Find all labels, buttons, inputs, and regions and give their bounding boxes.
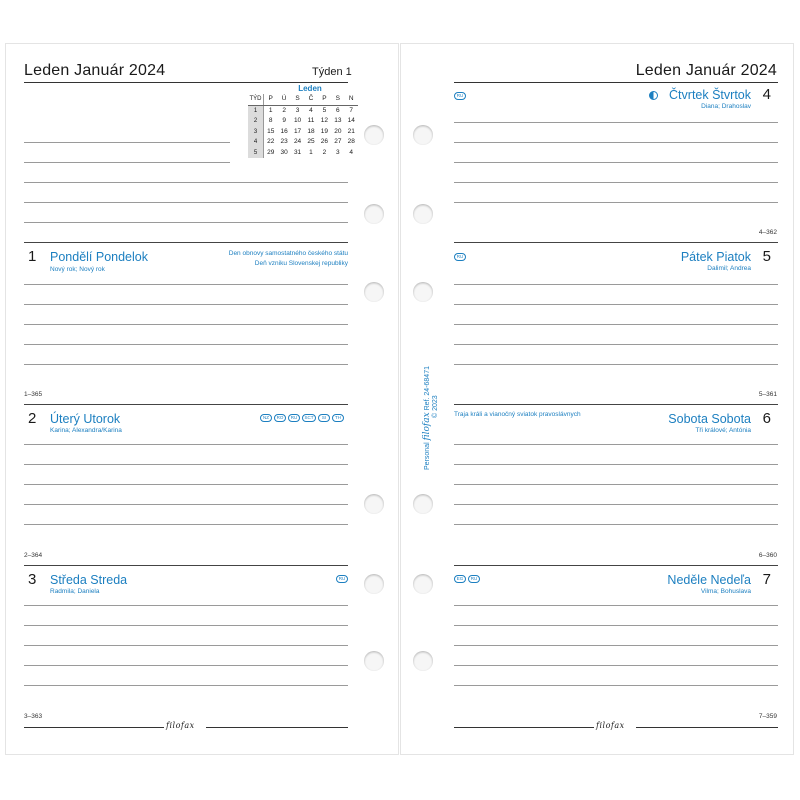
notes-line (24, 162, 230, 163)
mini-calendar-date: 14 (347, 117, 355, 124)
country-badge: RU (468, 575, 480, 583)
spine-brand: filofax (422, 412, 432, 441)
writing-line (24, 685, 348, 686)
mini-calendar-week-number: 5 (248, 148, 264, 159)
mini-calendar-date: 18 (307, 127, 315, 135)
country-badges (454, 92, 466, 100)
mini-calendar-day-header: P (268, 95, 273, 102)
day-of-year-counter: 4–362 (758, 229, 777, 236)
mini-calendar-date: 31 (293, 148, 302, 156)
title-rule (454, 82, 778, 83)
mini-calendar-week-number: 1 (248, 106, 264, 117)
mini-calendar-date: 25 (307, 138, 315, 145)
writing-line (454, 364, 778, 365)
mini-calendar-week-number: 2 (248, 116, 264, 127)
day-name: Pátek Piatok (680, 250, 751, 264)
mini-calendar-date: 2 (282, 106, 286, 114)
mini-calendar-day-header: Ú (281, 95, 287, 102)
mini-calendar-date: 28 (347, 138, 355, 145)
writing-line (454, 304, 778, 305)
country-badges (260, 414, 344, 422)
first-quarter-moon-icon (649, 91, 658, 100)
day-name: Pondělí Pondelok (50, 250, 148, 264)
writing-line (454, 202, 778, 203)
writing-line (24, 324, 348, 325)
day-separator (454, 242, 778, 243)
spine-copyright-line (432, 395, 439, 418)
writing-line (24, 464, 348, 465)
writing-line (24, 524, 348, 525)
notes-line (24, 222, 348, 223)
day-separator (454, 565, 778, 566)
filofax-logo: filofax (596, 721, 625, 730)
writing-line (454, 444, 778, 445)
mini-calendar-date: 12 (320, 117, 329, 124)
holiday-sk: Traja králi a vianočný sviatok pravoslávnych (454, 411, 581, 418)
country-badge: SCT (302, 414, 316, 422)
writing-line (24, 364, 348, 365)
writing-line (454, 645, 778, 646)
mini-calendar-date: 6 (336, 106, 340, 114)
name-day: Radmila; Daniela (50, 588, 100, 595)
binder-hole (364, 282, 384, 302)
mini-calendar-date: 15 (267, 127, 275, 135)
mini-calendar-day-header: Č (308, 95, 314, 102)
mini-calendar-date: 9 (282, 117, 286, 124)
country-badges (454, 253, 466, 261)
left-diary-page (6, 44, 398, 754)
mini-calendar-date: 16 (280, 127, 288, 135)
mini-calendar-date: 3 (336, 148, 340, 156)
day-of-year-counter: 5–361 (758, 391, 777, 398)
writing-line (24, 484, 348, 485)
day-name: Čtvrtek Štvrtok (669, 88, 751, 102)
name-day: Nový rok; Nový rok (50, 266, 105, 273)
filofax-logo: filofax (166, 721, 195, 730)
writing-line (454, 685, 778, 686)
day-of-year-counter: 7–359 (758, 713, 777, 720)
mini-calendar-date: 1 (309, 148, 313, 156)
mini-calendar-date: 22 (267, 138, 275, 145)
country-badges (336, 575, 348, 583)
day-number: 1 (28, 248, 37, 265)
country-badge: RU (336, 575, 348, 583)
writing-line (454, 504, 778, 505)
day-name: Neděle Nedeľa (667, 573, 751, 587)
binder-hole (413, 204, 433, 224)
mini-calendar-week-header: TÝD (248, 94, 264, 105)
mini-calendar-date: 8 (268, 117, 273, 124)
writing-line (24, 444, 348, 445)
mini-calendar-date: 10 (293, 117, 302, 124)
footer-rule (24, 727, 164, 728)
mini-calendar-date: 2 (322, 148, 327, 156)
mini-calendar-date: 11 (307, 117, 315, 124)
mini-calendar-date: 21 (347, 127, 355, 135)
country-badge: RU (288, 414, 300, 422)
notes-line (24, 142, 230, 143)
day-of-year-counter: 3–363 (24, 713, 43, 720)
writing-line (454, 484, 778, 485)
writing-line (24, 605, 348, 606)
mini-calendar-date: 20 (334, 127, 342, 135)
spine-copyright: © 2023 (432, 395, 439, 418)
binder-hole (413, 574, 433, 594)
country-badge: RO (274, 414, 286, 422)
mini-calendar-week-row (248, 127, 358, 138)
writing-line (454, 182, 778, 183)
mini-calendar-date: 13 (334, 117, 342, 124)
mini-calendar (248, 83, 358, 158)
footer-rule (206, 727, 348, 728)
day-number: 2 (28, 410, 37, 427)
day-number: 7 (762, 571, 771, 588)
notes-line (24, 182, 348, 183)
writing-line (454, 625, 778, 626)
mini-calendar-month: Leden (298, 84, 322, 93)
day-name: Středa Streda (50, 573, 128, 587)
holiday-cz: Den obnovy samostatného českého státu (228, 250, 348, 257)
mini-calendar-date: 24 (293, 138, 302, 145)
mini-calendar-date: 5 (322, 106, 327, 114)
mini-calendar-week-number: 4 (248, 137, 264, 148)
mini-calendar-day-header: S (295, 95, 300, 102)
country-badge: RU (454, 92, 466, 100)
mini-calendar-date: 4 (309, 106, 313, 114)
mini-calendar-date: 23 (280, 138, 288, 145)
binder-hole (413, 651, 433, 671)
writing-line (24, 284, 348, 285)
day-separator (454, 404, 778, 405)
mini-calendar-date: 30 (280, 148, 288, 156)
name-day: Diana; Drahoslav (701, 103, 751, 110)
mini-calendar-week-row (248, 148, 358, 159)
mini-calendar-date: 19 (320, 127, 329, 135)
holiday-sk: Deň vzniku Slovenskej republiky (254, 260, 348, 267)
writing-line (454, 324, 778, 325)
spine-ref: Ref. 24-68471 (424, 366, 431, 411)
name-day: Dalimil; Andrea (707, 265, 751, 272)
country-badge: TH (332, 414, 344, 422)
left-page-title: Leden Január 2024 (24, 62, 166, 79)
mini-calendar-header-row (248, 94, 358, 106)
binder-hole (364, 204, 384, 224)
writing-line (24, 504, 348, 505)
spine-format: Personal (424, 442, 431, 470)
binder-hole (364, 651, 384, 671)
day-number: 3 (28, 571, 37, 588)
notes-line (24, 202, 348, 203)
mini-calendar-week-row (248, 106, 358, 117)
mini-calendar-date: 7 (349, 106, 354, 114)
mini-calendar-date: 17 (293, 127, 302, 135)
writing-line (24, 625, 348, 626)
footer-rule (454, 727, 594, 728)
writing-line (454, 122, 778, 123)
day-separator (24, 565, 348, 566)
binder-hole (364, 125, 384, 145)
day-number: 6 (762, 410, 771, 427)
name-day: Tři králové; Antónia (695, 427, 751, 434)
mini-calendar-week-number: 3 (248, 127, 264, 138)
spine-imprint (422, 366, 432, 470)
country-badges (454, 575, 480, 583)
day-separator (24, 242, 348, 243)
mini-calendar-date: 4 (349, 148, 354, 156)
day-separator (24, 404, 348, 405)
binder-hole (413, 282, 433, 302)
writing-line (24, 645, 348, 646)
country-badge: SI (318, 414, 330, 422)
writing-line (454, 162, 778, 163)
writing-line (454, 142, 778, 143)
writing-line (24, 304, 348, 305)
writing-line (24, 665, 348, 666)
country-badge: RU (454, 253, 466, 261)
week-number-label: Týden 1 (312, 66, 352, 78)
mini-calendar-date: 3 (295, 106, 300, 114)
day-number: 5 (762, 248, 771, 265)
mini-calendar-date: 26 (320, 138, 329, 145)
binder-hole (364, 574, 384, 594)
day-of-year-counter: 1–365 (24, 391, 43, 398)
right-diary-page (401, 44, 793, 754)
writing-line (454, 344, 778, 345)
binder-hole (364, 494, 384, 514)
writing-line (24, 344, 348, 345)
mini-calendar-day-header: N (348, 95, 354, 102)
name-day: Karina; Alexandra/Karina (50, 427, 122, 434)
day-number: 4 (762, 86, 771, 103)
writing-line (454, 665, 778, 666)
mini-calendar-week-row (248, 116, 358, 127)
name-day: Vilma; Bohuslava (700, 588, 751, 595)
mini-calendar-day-header: P (322, 95, 327, 102)
mini-calendar-date: 29 (267, 148, 275, 156)
footer-rule (636, 727, 778, 728)
day-of-year-counter: 6–360 (758, 552, 777, 559)
writing-line (454, 464, 778, 465)
writing-line (454, 524, 778, 525)
binder-hole (413, 125, 433, 145)
writing-line (454, 605, 778, 606)
mini-calendar-week-row (248, 137, 358, 148)
day-of-year-counter: 2–364 (24, 552, 43, 559)
right-page-title: Leden Január 2024 (635, 62, 777, 79)
mini-calendar-date: 27 (334, 138, 342, 145)
day-name: Sobota Sobota (668, 412, 751, 426)
mini-calendar-day-header: S (335, 95, 340, 102)
day-name: Úterý Utorok (50, 412, 121, 426)
country-badge: EG (454, 575, 466, 583)
writing-line (454, 284, 778, 285)
country-badge: NZ (260, 414, 272, 422)
mini-calendar-date: 1 (268, 106, 273, 114)
binder-hole (413, 494, 433, 514)
